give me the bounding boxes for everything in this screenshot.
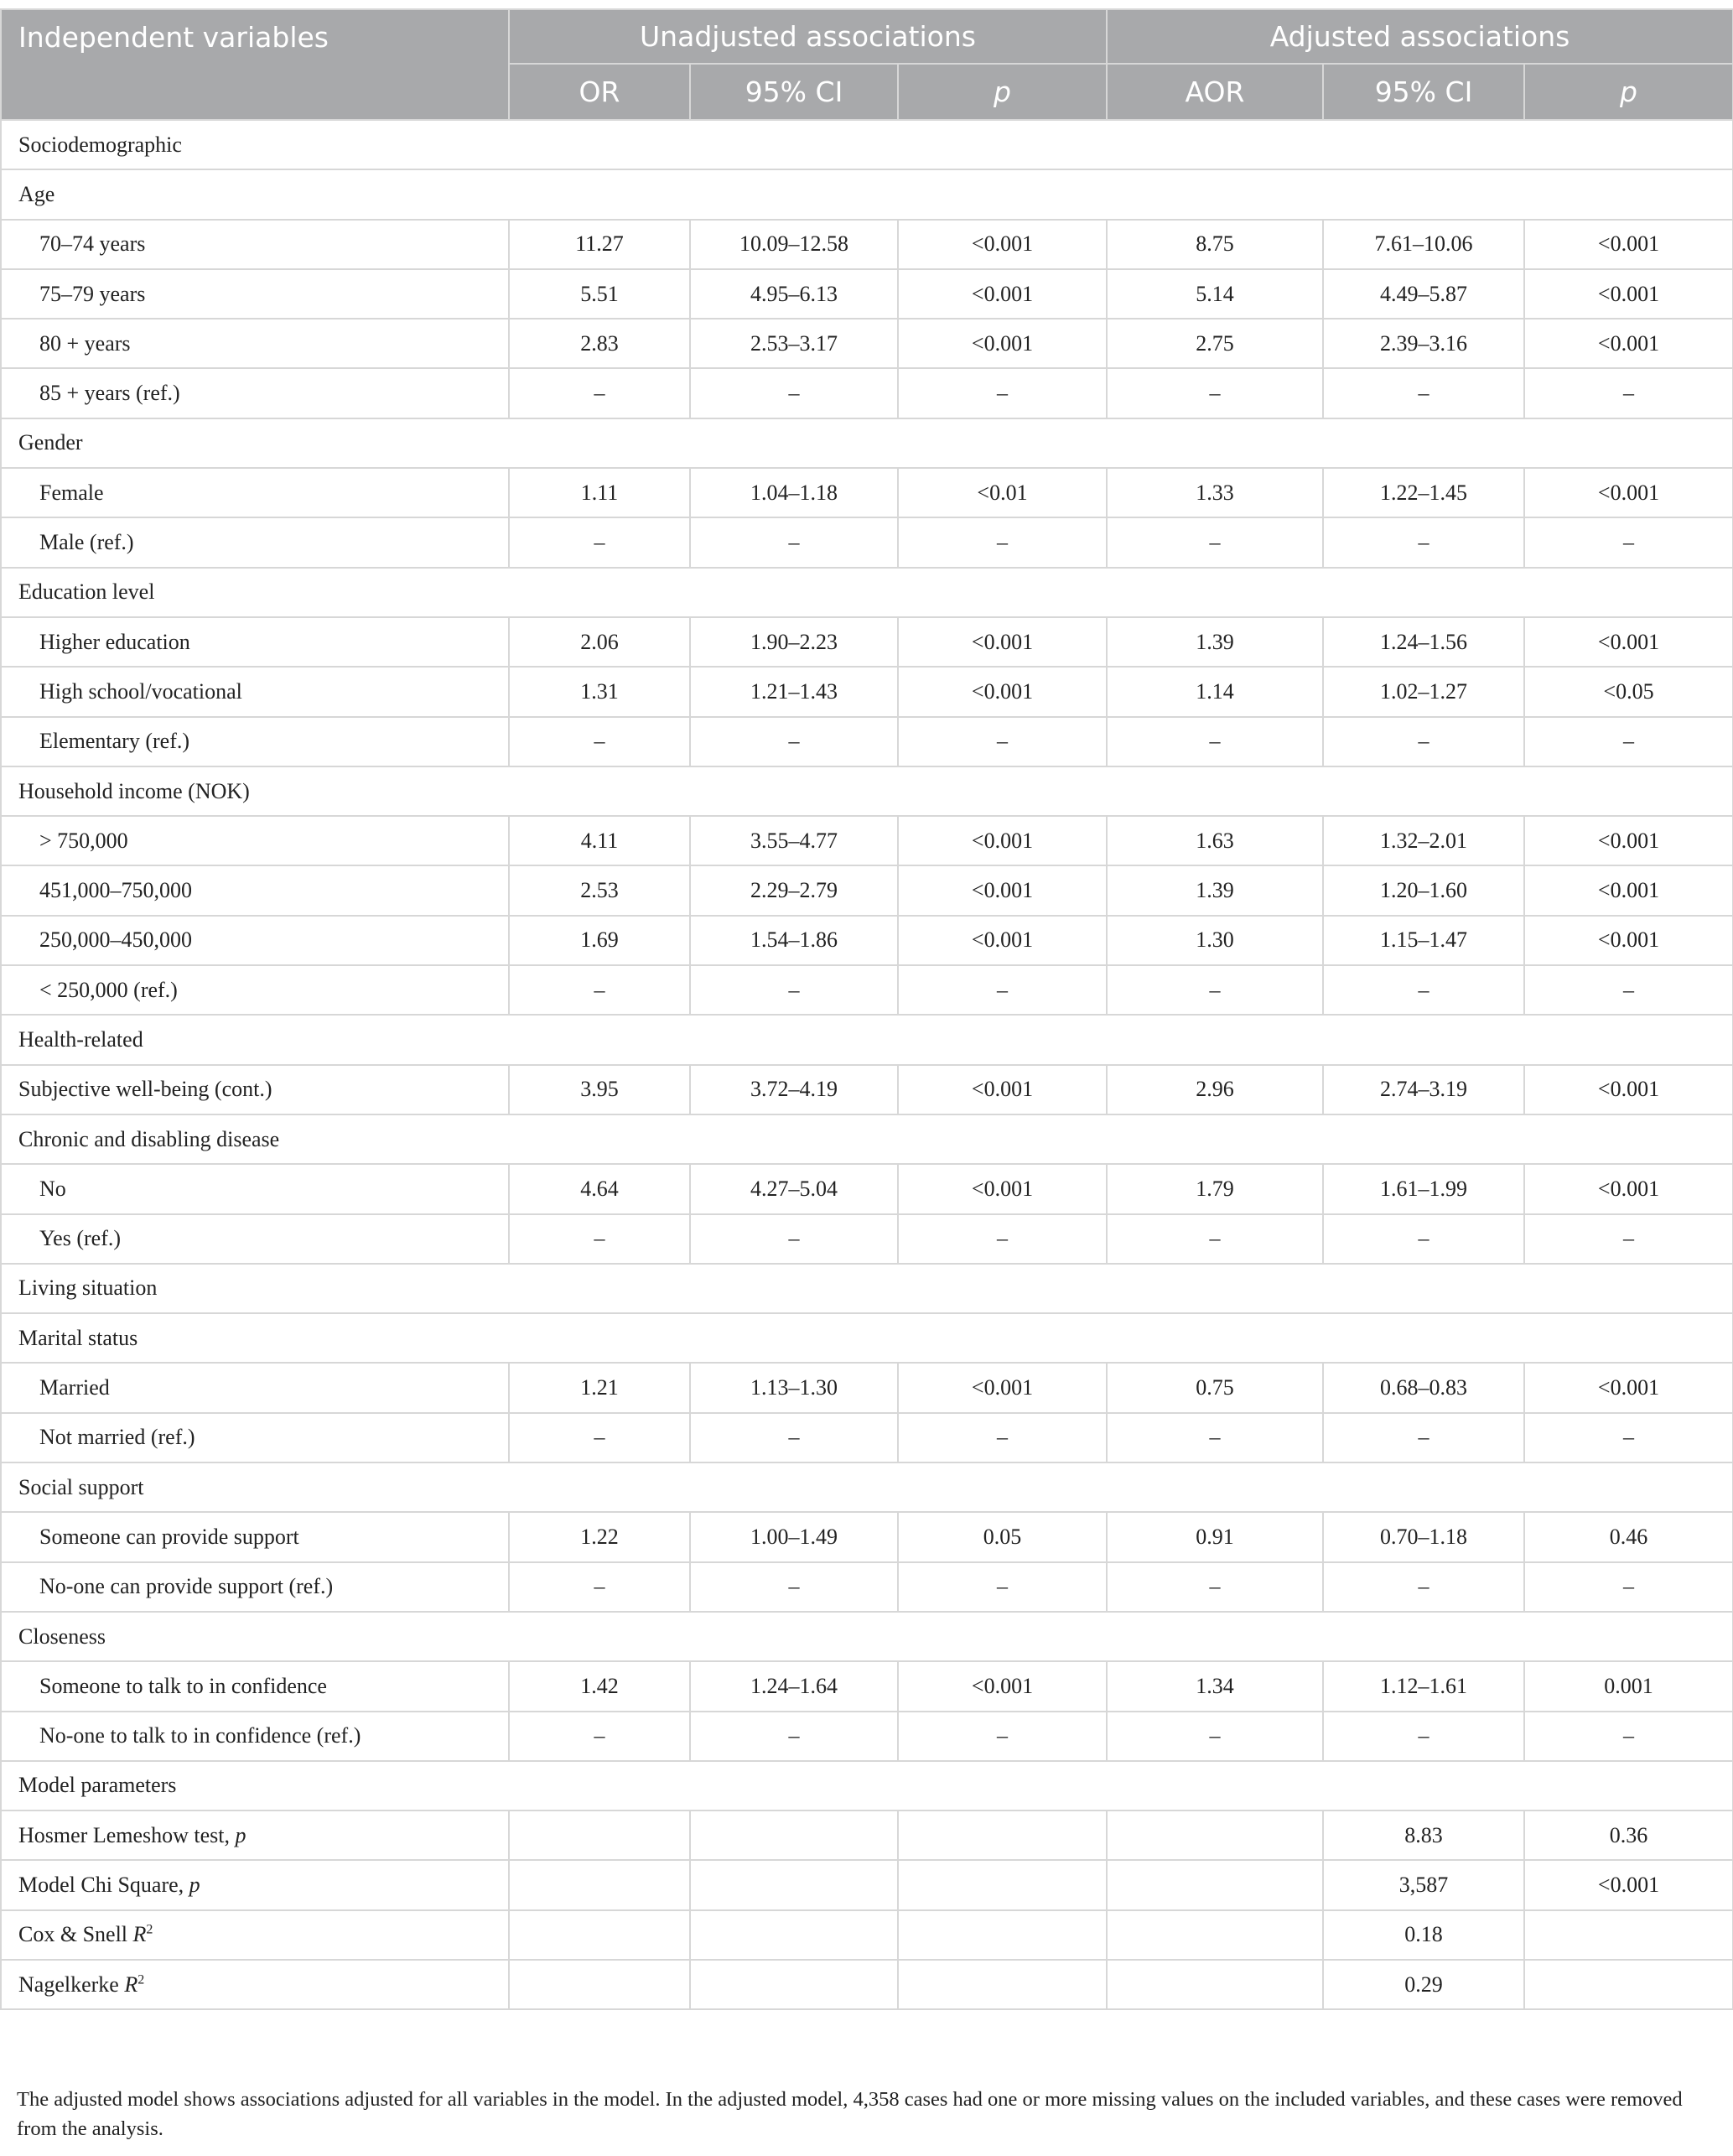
row-label-text: Married [39,1375,110,1400]
row-label [1,816,509,865]
row-label [1,617,509,667]
row-label [1,1214,509,1264]
category-row [1,568,1733,617]
row-label [1,468,509,517]
cell-ci-unadjusted: 10.09–12.58 [690,220,898,269]
cell-ci-unadjusted: 2.29–2.79 [690,865,898,915]
category-row [1,1612,1733,1661]
cell-or: – [509,717,690,766]
cell-or [509,1960,690,2009]
cell-or: 1.69 [509,916,690,965]
cell-or: 2.83 [509,319,690,368]
table-row [1,1860,1733,1909]
cell-ci-adjusted: 0.18 [1323,1910,1524,1960]
table-row [1,816,1733,865]
cell-p-adjusted: – [1524,1413,1733,1462]
cell-p-adjusted: <0.001 [1524,269,1733,319]
cell-ci-adjusted: – [1323,965,1524,1015]
cell-ci-unadjusted: 3.72–4.19 [690,1065,898,1114]
cell-p-adjusted: <0.001 [1524,1363,1733,1412]
category-row [1,1015,1733,1064]
row-label [1,1811,509,1860]
table-row [1,865,1733,915]
cell-ci-adjusted: 0.70–1.18 [1323,1512,1524,1561]
header-unadjusted: Unadjusted associations [509,9,1107,64]
cell-or [509,1811,690,1860]
table-row [1,1562,1733,1612]
cell-aor: 0.75 [1107,1363,1323,1412]
cell-p-unadjusted: <0.001 [898,1065,1107,1114]
cell-or [509,1860,690,1909]
row-label [1,1910,509,1960]
cell-p-unadjusted: <0.001 [898,220,1107,269]
table-row [1,717,1733,766]
table-row [1,269,1733,319]
cell-or: 4.64 [509,1164,690,1213]
cell-p-unadjusted: <0.001 [898,1164,1107,1213]
cell-aor: 2.75 [1107,319,1323,368]
cell-p-adjusted [1524,1960,1733,2009]
cell-or: 2.06 [509,617,690,667]
row-label-italic: p [235,1822,246,1847]
row-label [1,1562,509,1612]
cell-p-adjusted: <0.001 [1524,1065,1733,1114]
row-label-text: Cox & Snell [18,1922,133,1947]
table-row [1,1910,1733,1960]
header-independent-variables: Independent variables [1,9,509,120]
cell-aor: – [1107,1562,1323,1612]
row-label-text: Elementary (ref.) [39,729,190,754]
cell-ci-adjusted: 1.15–1.47 [1323,916,1524,965]
cell-p-unadjusted: <0.001 [898,319,1107,368]
cell-p-unadjusted: – [898,368,1107,418]
row-label-superscript: 2 [146,1922,153,1937]
row-label-text: Subjective well-being (cont.) [18,1077,272,1102]
row-label-text: 85 + years (ref.) [39,381,180,406]
cell-p-unadjusted: – [898,1562,1107,1612]
row-label-text: No-one to talk to in confidence (ref.) [39,1723,361,1748]
category-label: Closeness [1,1612,1733,1661]
cell-p-unadjusted: – [898,1413,1107,1462]
cell-or: – [509,517,690,567]
cell-ci-adjusted: 4.49–5.87 [1323,269,1524,319]
cell-ci-adjusted: 3,587 [1323,1860,1524,1909]
cell-ci-unadjusted: – [690,965,898,1015]
cell-p-adjusted: <0.05 [1524,667,1733,716]
cell-p-unadjusted: – [898,717,1107,766]
cell-aor: 1.39 [1107,617,1323,667]
cell-aor: – [1107,965,1323,1015]
row-label [1,1512,509,1561]
results-table [0,8,1733,2010]
table-row [1,1164,1733,1213]
table-body [1,120,1733,2009]
table-row [1,1214,1733,1264]
table-footnote: The adjusted model shows associations adjusted for all variables in the model. In the adjusted model, 4,358 cases had one or more missing values on the included variables, and these cases were removed from the analysis. [17,2088,1683,2140]
cell-ci-unadjusted [690,1860,898,1909]
category-row [1,120,1733,169]
cell-ci-adjusted: 0.29 [1323,1960,1524,2009]
cell-ci-unadjusted: – [690,368,898,418]
cell-p-adjusted: 0.001 [1524,1661,1733,1711]
row-label-text: No-one can provide support (ref.) [39,1574,334,1599]
cell-ci-unadjusted: 1.54–1.86 [690,916,898,965]
cell-or: 4.11 [509,816,690,865]
cell-p-adjusted [1524,1910,1733,1960]
results-table-container [0,8,1732,2010]
row-label [1,965,509,1015]
cell-p-adjusted: <0.001 [1524,220,1733,269]
cell-aor: – [1107,717,1323,766]
category-row [1,418,1733,468]
category-label: Education level [1,568,1733,617]
cell-p-adjusted: – [1524,517,1733,567]
cell-p-unadjusted [898,1860,1107,1909]
cell-or: – [509,1413,690,1462]
category-row [1,1313,1733,1363]
cell-p-unadjusted: – [898,965,1107,1015]
cell-or: – [509,1214,690,1264]
cell-aor: 1.14 [1107,667,1323,716]
cell-ci-unadjusted [690,1910,898,1960]
row-label-text: Higher education [39,629,190,654]
cell-ci-unadjusted: 1.13–1.30 [690,1363,898,1412]
category-label: Health-related [1,1015,1733,1064]
cell-ci-adjusted: 7.61–10.06 [1323,220,1524,269]
row-label-text: Nagelkerke [18,1972,125,1997]
cell-p-unadjusted: <0.001 [898,617,1107,667]
table-row [1,220,1733,269]
category-row [1,1264,1733,1313]
cell-or: – [509,1562,690,1612]
category-label: Model parameters [1,1761,1733,1811]
category-label: Chronic and disabling disease [1,1114,1733,1164]
cell-or: 1.21 [509,1363,690,1412]
row-label-text: 75–79 years [39,281,146,306]
row-label-italic: p [189,1873,200,1898]
table-row [1,517,1733,567]
row-label-text: Someone to talk to in confidence [39,1673,327,1698]
cell-p-unadjusted: <0.001 [898,816,1107,865]
row-label-text: 80 + years [39,330,131,356]
cell-or: – [509,965,690,1015]
row-label [1,1164,509,1213]
cell-p-adjusted: <0.001 [1524,319,1733,368]
cell-aor: 2.96 [1107,1065,1323,1114]
cell-or: 1.11 [509,468,690,517]
cell-or: 3.95 [509,1065,690,1114]
cell-aor [1107,1960,1323,2009]
cell-ci-unadjusted: 4.27–5.04 [690,1164,898,1213]
cell-ci-unadjusted: 1.00–1.49 [690,1512,898,1561]
row-label [1,1960,509,2009]
cell-aor: – [1107,517,1323,567]
cell-p-unadjusted [898,1960,1107,2009]
row-label-text: 451,000–750,000 [39,878,192,903]
table-row [1,1712,1733,1761]
cell-or [509,1910,690,1960]
cell-p-adjusted: <0.001 [1524,617,1733,667]
cell-ci-adjusted: – [1323,717,1524,766]
cell-ci-adjusted: – [1323,1562,1524,1612]
header-ci-unadjusted: 95% CI [690,64,898,120]
cell-ci-adjusted: 0.68–0.83 [1323,1363,1524,1412]
header-aor: AOR [1107,64,1323,120]
cell-aor: 1.79 [1107,1164,1323,1213]
row-label [1,517,509,567]
cell-p-adjusted: <0.001 [1524,468,1733,517]
row-label-text: Hosmer Lemeshow test, [18,1822,236,1847]
category-label: Sociodemographic [1,120,1733,169]
cell-aor: – [1107,1413,1323,1462]
row-label-text: No [39,1176,66,1201]
row-label-text: > 750,000 [39,828,128,853]
cell-aor [1107,1811,1323,1860]
row-label [1,368,509,418]
cell-p-unadjusted: – [898,1214,1107,1264]
header-p-unadjusted: p [898,64,1107,120]
cell-ci-adjusted: – [1323,1712,1524,1761]
cell-ci-adjusted: 2.39–3.16 [1323,319,1524,368]
cell-ci-adjusted: 2.74–3.19 [1323,1065,1524,1114]
row-label-text: 70–74 years [39,231,146,257]
cell-p-adjusted: 0.46 [1524,1512,1733,1561]
row-label-text: High school/vocational [39,678,242,704]
cell-p-unadjusted: – [898,517,1107,567]
cell-or: 1.31 [509,667,690,716]
cell-p-unadjusted: <0.001 [898,1363,1107,1412]
cell-p-adjusted: – [1524,1214,1733,1264]
cell-ci-adjusted: 1.32–2.01 [1323,816,1524,865]
category-label: Living situation [1,1264,1733,1313]
row-label-text: Male (ref.) [39,530,134,555]
row-label [1,1712,509,1761]
category-label: Age [1,169,1733,219]
cell-aor [1107,1860,1323,1909]
table-row [1,1413,1733,1462]
cell-ci-unadjusted: 2.53–3.17 [690,319,898,368]
table-row [1,916,1733,965]
row-label [1,1065,509,1114]
category-row [1,1114,1733,1164]
header-or: OR [509,64,690,120]
row-label-text: Someone can provide support [39,1524,299,1549]
cell-ci-adjusted: 1.22–1.45 [1323,468,1524,517]
cell-ci-adjusted: 1.02–1.27 [1323,667,1524,716]
table-row [1,1512,1733,1561]
row-label [1,667,509,716]
table-row [1,1960,1733,2009]
row-label-text: Model Chi Square, [18,1873,189,1898]
row-label [1,1661,509,1711]
table-header [1,9,1733,120]
row-label-text: Female [39,480,104,505]
cell-aor: 1.39 [1107,865,1323,915]
row-label [1,1363,509,1412]
cell-ci-adjusted: – [1323,517,1524,567]
cell-aor: – [1107,1214,1323,1264]
cell-ci-adjusted: 1.24–1.56 [1323,617,1524,667]
row-label-italic: R [124,1972,138,1997]
cell-p-unadjusted: <0.001 [898,269,1107,319]
category-label: Social support [1,1462,1733,1512]
cell-p-adjusted: <0.001 [1524,865,1733,915]
cell-ci-adjusted: 1.20–1.60 [1323,865,1524,915]
table-row [1,319,1733,368]
cell-or: – [509,1712,690,1761]
table-row [1,617,1733,667]
cell-p-unadjusted [898,1811,1107,1860]
row-label [1,269,509,319]
cell-aor: 0.91 [1107,1512,1323,1561]
row-label-text: Not married (ref.) [39,1425,195,1450]
header-p-adjusted: p [1524,64,1733,120]
cell-aor: 1.33 [1107,468,1323,517]
row-label [1,865,509,915]
cell-aor: 1.30 [1107,916,1323,965]
category-row [1,169,1733,219]
category-label: Marital status [1,1313,1733,1363]
cell-ci-adjusted: 8.83 [1323,1811,1524,1860]
cell-aor: – [1107,368,1323,418]
cell-or: 5.51 [509,269,690,319]
cell-p-adjusted: <0.001 [1524,916,1733,965]
cell-aor: 1.63 [1107,816,1323,865]
row-label-italic: R [132,1922,147,1947]
cell-ci-unadjusted: 1.24–1.64 [690,1661,898,1711]
cell-p-unadjusted: <0.01 [898,468,1107,517]
table-row [1,1065,1733,1114]
cell-ci-adjusted: 1.12–1.61 [1323,1661,1524,1711]
category-label: Household income (NOK) [1,766,1733,816]
table-row [1,468,1733,517]
row-label [1,1413,509,1462]
cell-p-unadjusted: <0.001 [898,865,1107,915]
cell-ci-unadjusted: 1.90–2.23 [690,617,898,667]
table-row [1,1661,1733,1711]
cell-ci-unadjusted: – [690,1413,898,1462]
cell-or: 1.42 [509,1661,690,1711]
cell-p-adjusted: – [1524,965,1733,1015]
row-label [1,1860,509,1909]
cell-ci-unadjusted [690,1811,898,1860]
cell-ci-unadjusted: – [690,1712,898,1761]
cell-or: – [509,368,690,418]
cell-p-unadjusted [898,1910,1107,1960]
cell-aor: 8.75 [1107,220,1323,269]
cell-ci-adjusted: 1.61–1.99 [1323,1164,1524,1213]
cell-ci-unadjusted: 3.55–4.77 [690,816,898,865]
cell-p-unadjusted: <0.001 [898,667,1107,716]
cell-ci-adjusted: – [1323,368,1524,418]
cell-p-adjusted: – [1524,1562,1733,1612]
table-row [1,1811,1733,1860]
category-row [1,1462,1733,1512]
cell-p-adjusted: – [1524,717,1733,766]
cell-or: 2.53 [509,865,690,915]
cell-or: 1.22 [509,1512,690,1561]
row-label-text: < 250,000 (ref.) [39,977,178,1002]
cell-ci-adjusted: – [1323,1413,1524,1462]
cell-p-unadjusted: <0.001 [898,916,1107,965]
table-row [1,965,1733,1015]
cell-p-adjusted: <0.001 [1524,816,1733,865]
cell-p-unadjusted: 0.05 [898,1512,1107,1561]
row-label [1,916,509,965]
cell-aor: – [1107,1712,1323,1761]
cell-ci-unadjusted: – [690,1562,898,1612]
category-row [1,1761,1733,1811]
cell-aor: 1.34 [1107,1661,1323,1711]
cell-p-adjusted: 0.36 [1524,1811,1733,1860]
cell-p-adjusted: – [1524,368,1733,418]
header-ci-adjusted: 95% CI [1323,64,1524,120]
cell-p-adjusted: <0.001 [1524,1860,1733,1909]
cell-or: 11.27 [509,220,690,269]
cell-aor [1107,1910,1323,1960]
row-label [1,717,509,766]
row-label-text: 250,000–450,000 [39,927,192,953]
table-row [1,368,1733,418]
cell-ci-unadjusted: – [690,717,898,766]
cell-p-unadjusted: – [898,1712,1107,1761]
cell-p-adjusted: <0.001 [1524,1164,1733,1213]
cell-ci-unadjusted: – [690,517,898,567]
row-label-superscript: 2 [137,1972,145,1987]
cell-ci-unadjusted: 1.21–1.43 [690,667,898,716]
row-label-text: Yes (ref.) [39,1226,122,1251]
row-label [1,319,509,368]
cell-ci-adjusted: – [1323,1214,1524,1264]
header-adjusted: Adjusted associations [1107,9,1733,64]
category-row [1,766,1733,816]
table-row [1,667,1733,716]
cell-ci-unadjusted: – [690,1214,898,1264]
cell-ci-unadjusted [690,1960,898,2009]
table-row [1,1363,1733,1412]
cell-p-adjusted: – [1524,1712,1733,1761]
row-label [1,220,509,269]
cell-ci-unadjusted: 1.04–1.18 [690,468,898,517]
category-label: Gender [1,418,1733,468]
cell-aor: 5.14 [1107,269,1323,319]
cell-ci-unadjusted: 4.95–6.13 [690,269,898,319]
cell-p-unadjusted: <0.001 [898,1661,1107,1711]
